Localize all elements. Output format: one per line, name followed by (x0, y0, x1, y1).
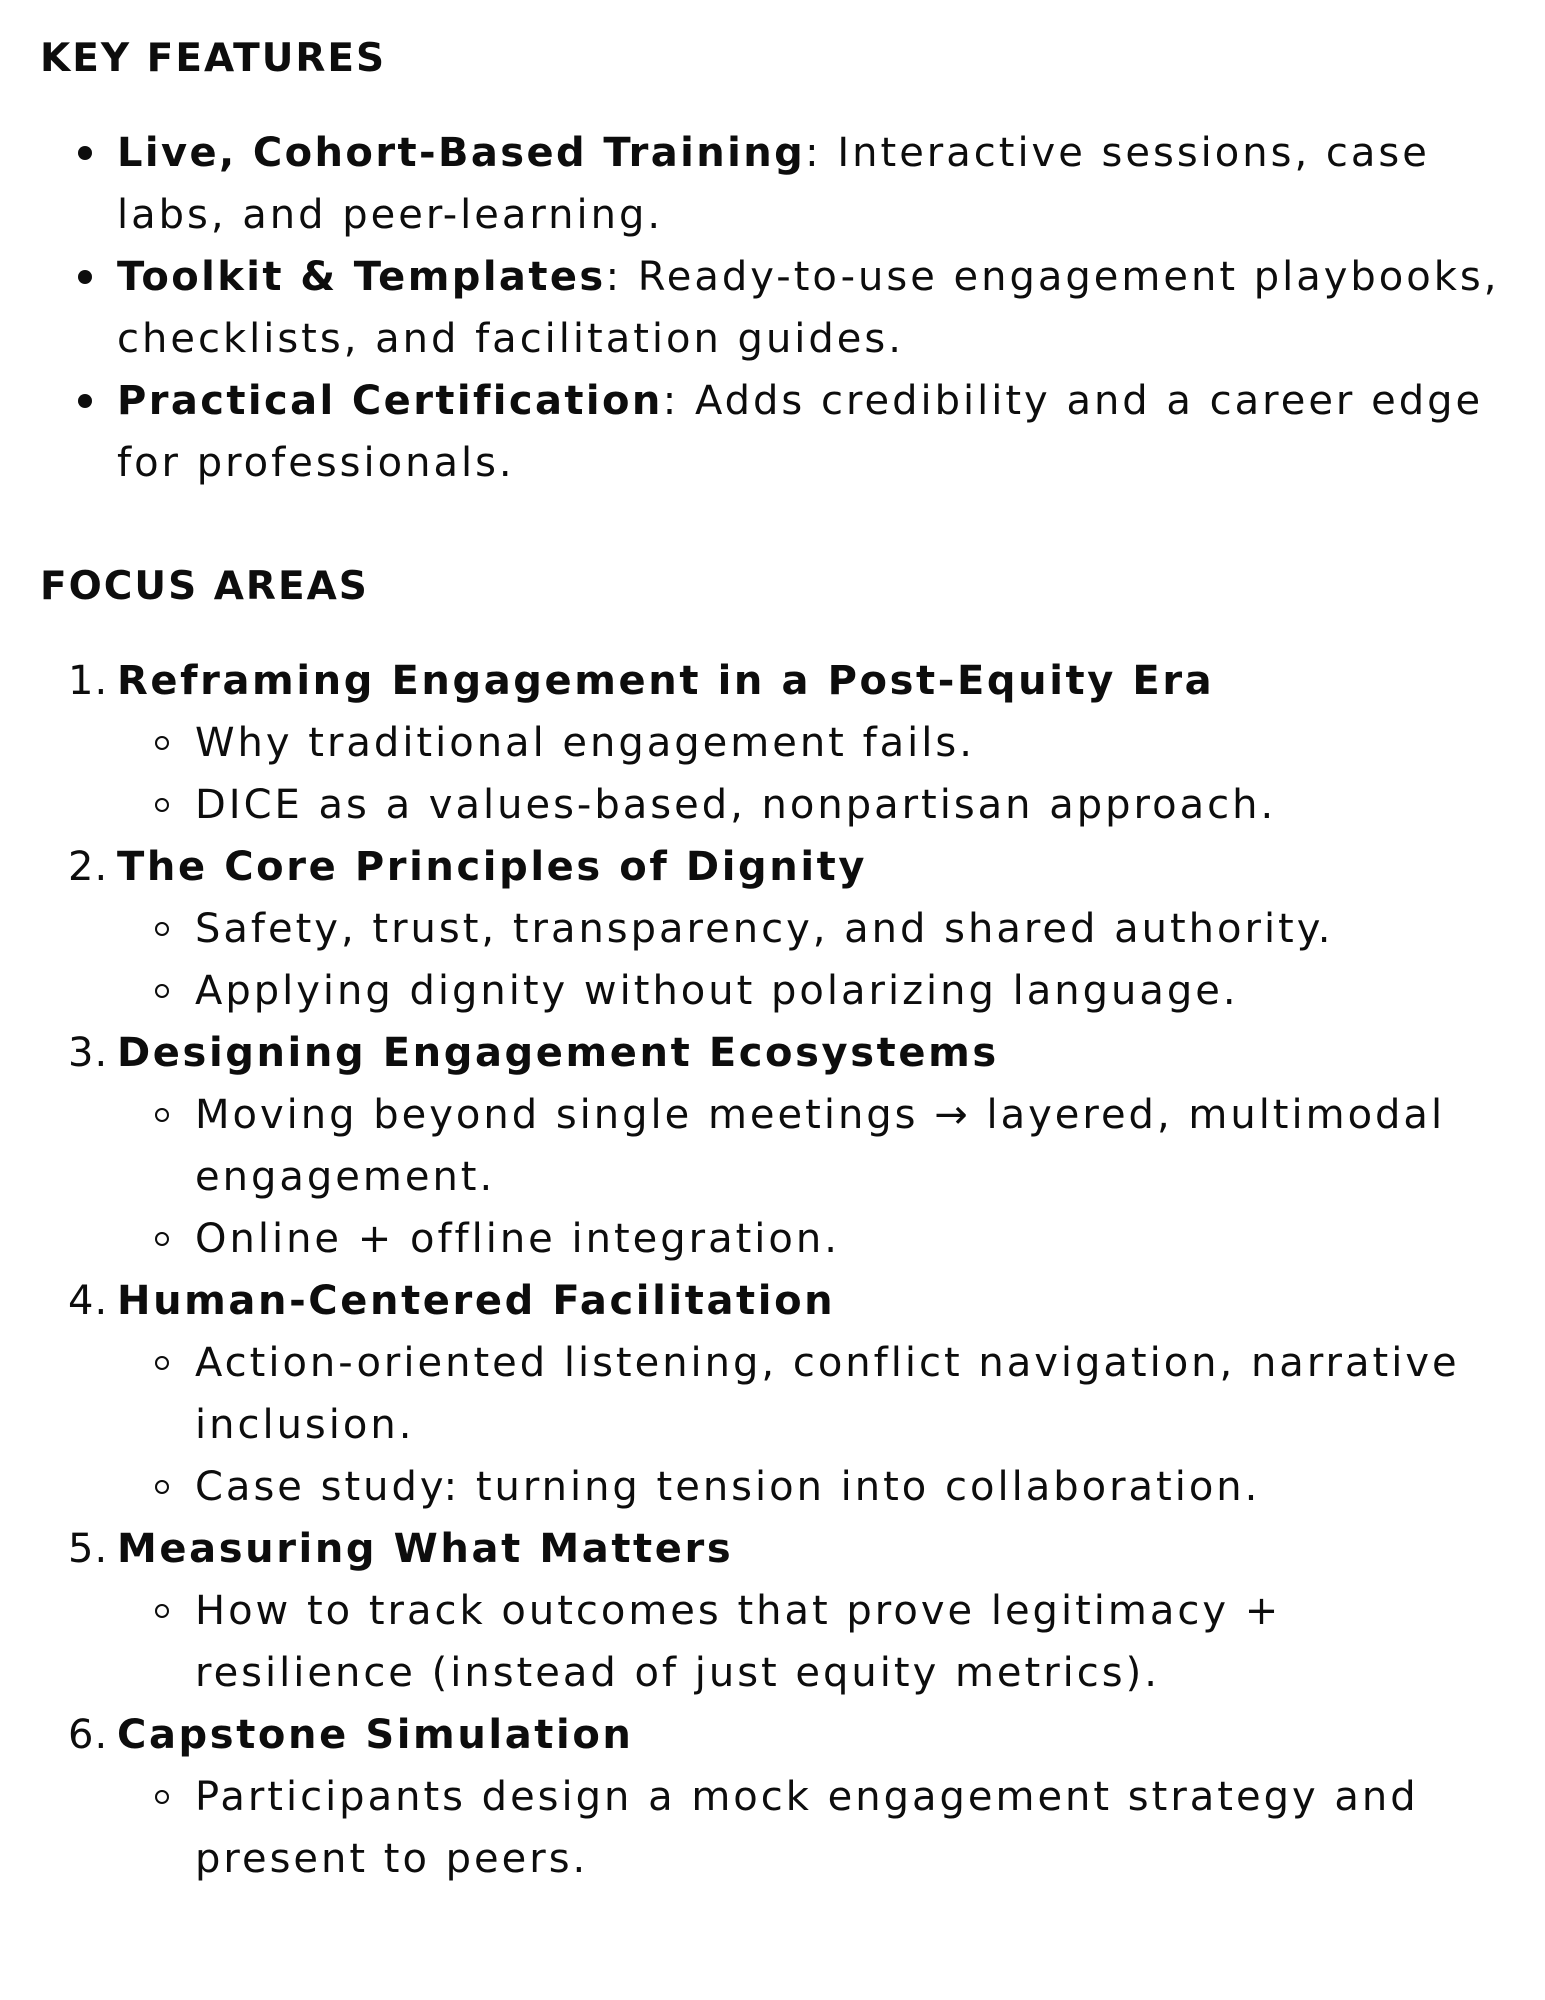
focus-area-points (0, 712, 1545, 836)
focus-area-title-text: Capstone Simulation (117, 1712, 634, 1758)
focus-area-point-text: DICE as a values-based, nonpartisan approach. (195, 782, 1277, 828)
focus-area-point-text: Why traditional engagement fails. (195, 720, 975, 766)
focus-area-point (0, 960, 1545, 1022)
feature-term: Practical Certification (117, 378, 663, 424)
focus-area-number: 3. (68, 1030, 109, 1076)
focus-area-point (0, 1580, 1545, 1704)
focus-area-point (0, 712, 1545, 774)
focus-area-title-text: The Core Principles of Dignity (117, 844, 868, 890)
focus-area-point (0, 898, 1545, 960)
focus-area-number: 5. (68, 1526, 109, 1572)
focus-area-number: 1. (68, 658, 109, 704)
key-features-list (0, 122, 1545, 494)
focus-area-item (0, 1518, 1545, 1704)
focus-area-item (0, 836, 1545, 1022)
circle-bullet-icon (155, 1232, 169, 1246)
focus-area-title-text: Human-Centered Facilitation (117, 1278, 836, 1324)
bullet-icon (78, 270, 92, 284)
focus-area-points (0, 1580, 1545, 1704)
feature-term: Toolkit & Templates (117, 254, 606, 300)
feature-description: : Adds credibility and a career edge for professionals. (117, 378, 1484, 486)
focus-area-title-text: Reframing Engagement in a Post-Equity Era (117, 658, 1215, 704)
circle-bullet-icon (155, 1108, 169, 1122)
key-features-heading: KEY FEATURES (40, 36, 387, 81)
focus-area-title (0, 1022, 1545, 1084)
focus-area-points (0, 1332, 1545, 1518)
feature-description: : Ready-to-use engagement playbooks, checklists, and facilitation guides. (117, 254, 1500, 362)
focus-area-number: 2. (68, 844, 109, 890)
feature-item (0, 122, 1545, 246)
circle-bullet-icon (155, 922, 169, 936)
feature-description: : Interactive sessions, case labs, and peer-learning. (117, 130, 1430, 238)
focus-area-point (0, 1766, 1545, 1890)
focus-area-point (0, 1084, 1545, 1208)
focus-area-title (0, 1518, 1545, 1580)
focus-area-item (0, 1270, 1545, 1518)
focus-area-point (0, 774, 1545, 836)
circle-bullet-icon (155, 798, 169, 812)
focus-areas-heading: FOCUS AREAS (40, 564, 369, 609)
focus-area-number: 4. (68, 1278, 109, 1324)
focus-area-point-text: Applying dignity without polarizing language. (195, 968, 1239, 1014)
focus-area-point (0, 1332, 1545, 1456)
focus-area-points (0, 1766, 1545, 1890)
focus-area-item (0, 650, 1545, 836)
focus-area-title (0, 1704, 1545, 1766)
focus-area-title-text: Designing Engagement Ecosystems (117, 1030, 999, 1076)
focus-area-point-text: Moving beyond single meetings → layered, multimodal engagement. (195, 1092, 1446, 1200)
focus-area-point-text: Safety, trust, transparency, and shared authority. (195, 906, 1334, 952)
focus-area-point-text: Online + offline integration. (195, 1216, 840, 1262)
circle-bullet-icon (155, 984, 169, 998)
circle-bullet-icon (155, 736, 169, 750)
focus-area-title-text: Measuring What Matters (117, 1526, 734, 1572)
focus-area-item (0, 1022, 1545, 1270)
focus-area-number: 6. (68, 1712, 109, 1758)
circle-bullet-icon (155, 1790, 169, 1804)
focus-areas-list (0, 650, 1545, 1890)
bullet-icon (78, 394, 92, 408)
feature-item (0, 246, 1545, 370)
focus-area-title (0, 1270, 1545, 1332)
focus-area-point (0, 1208, 1545, 1270)
focus-area-point (0, 1456, 1545, 1518)
feature-term: Live, Cohort-Based Training (117, 130, 806, 176)
feature-item (0, 370, 1545, 494)
focus-area-point-text: Action-oriented listening, conflict navigation, narrative inclusion. (195, 1340, 1460, 1448)
circle-bullet-icon (155, 1604, 169, 1618)
focus-area-title (0, 836, 1545, 898)
circle-bullet-icon (155, 1480, 169, 1494)
focus-area-title (0, 650, 1545, 712)
focus-area-point-text: Participants design a mock engagement strategy and present to peers. (195, 1774, 1419, 1882)
bullet-icon (78, 146, 92, 160)
focus-area-item (0, 1704, 1545, 1890)
focus-area-points (0, 898, 1545, 1022)
focus-area-point-text: Case study: turning tension into collaboration. (195, 1464, 1261, 1510)
focus-area-point-text: How to track outcomes that prove legitimacy + resilience (instead of just equity metrics). (195, 1588, 1282, 1696)
circle-bullet-icon (155, 1356, 169, 1370)
focus-area-points (0, 1084, 1545, 1270)
